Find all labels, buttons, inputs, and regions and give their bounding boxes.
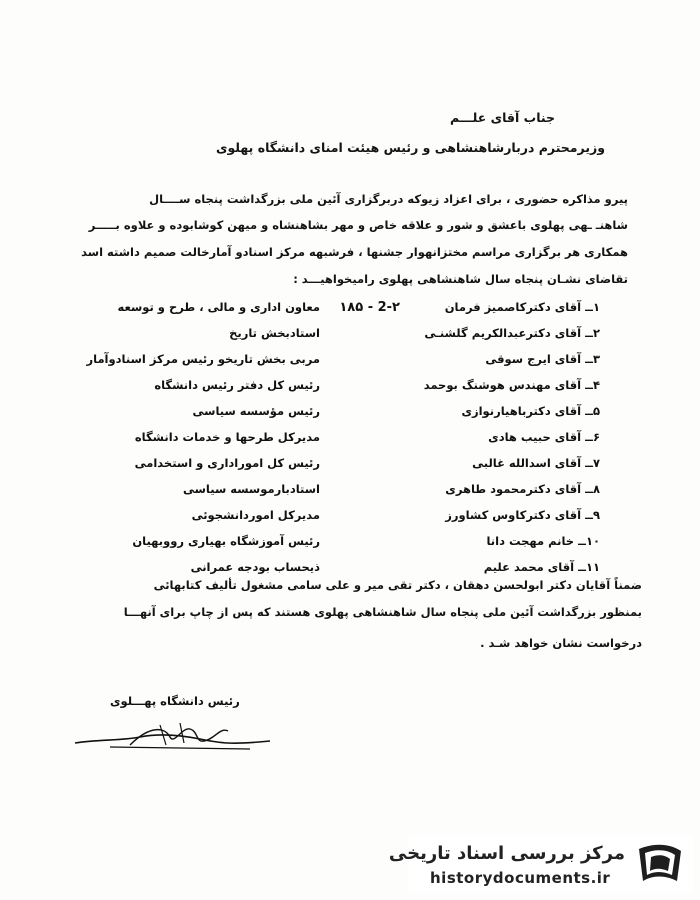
paragraph-line-2: شاهنـ ـهی پهلوی باعشق و شور و علاقه خاص و مهر بشاهنشاه و میهن کوشابوده و علاوه بـــــر — [88, 218, 628, 232]
paragraph-line-4: تقاضای نشـان پنجاه سال شاهنشاهی پهلوی رامیخواهیـــد : — [293, 272, 628, 286]
brand-name: مرکز بررسی اسناد تاریخی — [388, 843, 625, 864]
handwritten-reference: ۱۸۵ - 2-۲ — [339, 300, 400, 315]
list-item — [0, 352, 700, 372]
paragraph-line-3: همکاری هر برگزاری مراسم مختزانهوار جشنها ، فرشبهه مرکز اسنادو آمارخالت صمیم داشته اسد — [81, 245, 628, 259]
nominee-title: رئیس کل اموراداری و استخدامی — [134, 456, 320, 470]
nominee-title: رئیس مؤسسه سیاسی — [192, 404, 320, 418]
list-item — [0, 508, 700, 528]
nominee-title: مدیرکل طرحها و خدمات دانشگاه — [134, 430, 320, 444]
list-item — [0, 404, 700, 424]
salutation-line: جناب آقای علـــم — [450, 110, 555, 125]
nominee-name: ۱۰ــ خانم مهجت دانا — [486, 534, 600, 548]
nominee-name: ۴ــ آقای مهندس هوشنگ بوحمد — [423, 378, 600, 392]
nominee-name: ۱۱ــ آقای محمد علیم — [483, 560, 600, 574]
nominee-title: استادبارموسسه سیاسی — [182, 482, 320, 496]
list-item — [0, 560, 700, 580]
nominee-title: مدیرکل اموردانشجوئی — [191, 508, 320, 522]
nominee-title: رئیس کل دفتر رئیس دانشگاه — [154, 378, 320, 392]
list-item — [0, 378, 700, 398]
list-item — [0, 326, 700, 346]
footer-line-2: بمنظور بزرگداشت آئین ملی پنجاه سال شاهنشاهی پهلوی هستند که پس از چاپ برای آنهـــا — [123, 605, 642, 619]
list-item — [0, 430, 700, 450]
nominee-title: ذیحساب بودجه عمرانی — [190, 560, 320, 574]
nominee-title: استادبخش تاریخ — [229, 326, 320, 340]
nominee-name: ۱ــ آقای دکترکاصمیز فرمان — [444, 300, 600, 314]
footer-line-3: درخواست نشان خواهد شـد . — [480, 636, 642, 650]
list-item — [0, 482, 700, 502]
nominee-name: ۶ــ آقای حبیب هادی — [488, 430, 600, 444]
nominee-title: رئیس آموزشگاه بهیاری رووبهیان — [132, 534, 320, 548]
handwritten-signature — [70, 715, 280, 755]
list-item — [0, 300, 700, 320]
footer-line-1: ضمناً آقایان دکتر ابولحسن دهقان ، دکتر تقی میر و علی سامی مشغول تألیف کتابهائی — [153, 578, 642, 592]
nominee-name: ۳ــ آقای ایرج سوقی — [485, 352, 600, 366]
nominee-name: ۷ــ آقای اسدالله غالبی — [472, 456, 600, 470]
nominee-title: مربی بخش تاریخو رئیس مرکز اسنادوآمار — [86, 352, 320, 366]
nominee-name: ۵ــ آقای دکترباهیارنوازی — [461, 404, 600, 418]
nominee-name: ۲ــ آقای دکترعبدالکریم گلشنـی — [424, 326, 600, 340]
nominee-name: ۹ــ آقای دکترکاوس کشاورز — [445, 508, 600, 522]
recipient-title-line: وزیرمحترم دربارشاهنشاهی و رئیس هیئت امنای دانشگاه پهلوی — [216, 140, 605, 155]
signature-title: رئیس دانشگاه پهـــلوی — [110, 694, 240, 708]
paragraph-line-1: پیرو مذاکره حضوری ، برای اعزاد زیوکه دربرگزاری آئین ملی بزرگداشت پنجاه ســــال — [149, 192, 628, 206]
nominee-name: ۸ــ آقای دکترمحمود طاهری — [445, 482, 600, 496]
document-logo-icon — [635, 841, 685, 887]
list-item — [0, 456, 700, 476]
brand-website: historydocuments.ir — [430, 869, 611, 887]
nominee-title: معاون اداری و مالی ، طرح و توسعه — [117, 300, 320, 314]
watermark-logo-block — [388, 835, 693, 893]
list-item — [0, 534, 700, 554]
